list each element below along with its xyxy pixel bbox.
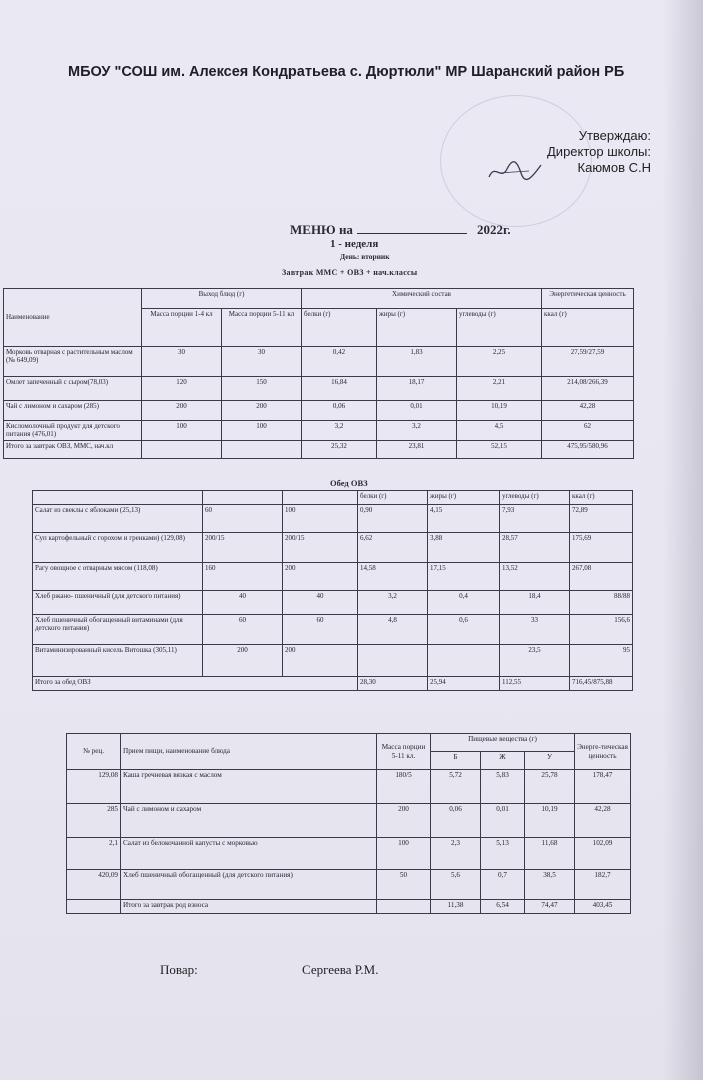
meal-label: Завтрак ММС + ОВЗ + нач.классы: [282, 268, 418, 277]
dish-name: Хлеб пшеничный обогащенный витаминами (для детского питания): [33, 615, 203, 645]
carb: 25,78: [525, 770, 575, 804]
mass: [377, 900, 431, 914]
fat: 0,01: [377, 401, 457, 421]
header-protein: белки (г): [358, 491, 428, 505]
carb: 74,47: [525, 900, 575, 914]
dish-name: Салат из свеклы с яблоками (25,13): [33, 505, 203, 533]
header-protein: белки (г): [302, 309, 377, 347]
table-row: [4, 377, 634, 401]
fat: 0,7: [481, 870, 525, 900]
carb: 33: [500, 615, 570, 645]
kcal: 95: [570, 645, 633, 677]
protein: 5,6: [431, 870, 481, 900]
header-name: Прием пищи, наименование блюда: [121, 734, 377, 770]
header-yield: Выход блюд (г): [142, 289, 302, 309]
total-label: Итого за завтрак ОВЗ, ММС, нач.кл: [4, 441, 142, 459]
table-row: [33, 615, 633, 645]
header-carb: углеводы (г): [457, 309, 542, 347]
table-row: [33, 591, 633, 615]
header-j: Ж: [481, 752, 525, 770]
kcal: 156,6: [570, 615, 633, 645]
protein: 2,3: [431, 838, 481, 870]
menu-title: [290, 222, 511, 238]
carb: 4,5: [457, 421, 542, 441]
carb: 38,5: [525, 870, 575, 900]
paid-breakfast-table: [66, 733, 631, 914]
protein: 4,8: [358, 615, 428, 645]
table-row: [4, 347, 634, 377]
kcal: 716,45/875,88: [570, 677, 633, 691]
carb: 13,52: [500, 563, 570, 591]
protein: 0,06: [431, 804, 481, 838]
mass: 50: [377, 870, 431, 900]
mass2: 150: [222, 377, 302, 401]
fat: 3,2: [377, 421, 457, 441]
protein: 3,2: [302, 421, 377, 441]
dish-name: Чай с лимоном и сахаром (285): [4, 401, 142, 421]
header-empty: [203, 491, 283, 505]
mass2: 30: [222, 347, 302, 377]
mass1: 60: [203, 505, 283, 533]
mass1: 200/15: [203, 533, 283, 563]
dish-name: Хлеб пшеничный обогащенный (для детского питания): [121, 870, 377, 900]
recipe-number: 285: [67, 804, 121, 838]
mass1: 200: [142, 401, 222, 421]
kcal: 42,28: [542, 401, 634, 421]
mass1: 60: [203, 615, 283, 645]
mass1: 30: [142, 347, 222, 377]
table-row: [67, 838, 631, 870]
fat: 4,15: [428, 505, 500, 533]
protein: 0,90: [358, 505, 428, 533]
protein: 28,30: [358, 677, 428, 691]
carb: 2,25: [457, 347, 542, 377]
table-row: [67, 804, 631, 838]
kcal: 403,45: [575, 900, 631, 914]
kcal: 175,69: [570, 533, 633, 563]
dish-name: Омлет запеченный с сыром(78,03): [4, 377, 142, 401]
kcal: 88/88: [570, 591, 633, 615]
carb: 112,55: [500, 677, 570, 691]
header-nutr: Пищевые вещества (г): [431, 734, 575, 752]
protein: 14,58: [358, 563, 428, 591]
kcal: 182,7: [575, 870, 631, 900]
header-energy: Энергетическая ценность: [542, 289, 634, 309]
dish-name: Каша гречневая вязкая с маслом: [121, 770, 377, 804]
header-b: Б: [431, 752, 481, 770]
table-row: [67, 770, 631, 804]
approve-line-3: Каюмов С.Н: [577, 160, 651, 175]
menu-label: МЕНЮ на: [290, 222, 353, 237]
mass1: 100: [142, 421, 222, 441]
carb: 10,19: [457, 401, 542, 421]
total-label: Итого за обед ОВЗ: [33, 677, 358, 691]
mass2: 60: [283, 615, 358, 645]
protein: [358, 645, 428, 677]
kcal: 267,08: [570, 563, 633, 591]
carb: 28,57: [500, 533, 570, 563]
dish-name: Салат из белокочанной капусты с морковью: [121, 838, 377, 870]
table-row: [67, 870, 631, 900]
mass2: 40: [283, 591, 358, 615]
kcal: 42,28: [575, 804, 631, 838]
table-row: [4, 421, 634, 441]
mass2: 200: [283, 563, 358, 591]
fat: 3,88: [428, 533, 500, 563]
kcal: 178,47: [575, 770, 631, 804]
mass: 100: [377, 838, 431, 870]
mass1: 160: [203, 563, 283, 591]
fat: 25,94: [428, 677, 500, 691]
recipe-number: 2,1: [67, 838, 121, 870]
carb: 23,5: [500, 645, 570, 677]
protein: 25,32: [302, 441, 377, 459]
dish-name: Морковь отварная с растительным маслом (№ 649,09): [4, 347, 142, 377]
mass2: [222, 441, 302, 459]
day-label: День: вторник: [340, 252, 390, 261]
header-empty: [283, 491, 358, 505]
protein: 5,72: [431, 770, 481, 804]
breakfast-table: [3, 288, 634, 459]
carb: 52,15: [457, 441, 542, 459]
recipe-number: [67, 900, 121, 914]
fat: 0,4: [428, 591, 500, 615]
mass2: 200: [222, 401, 302, 421]
header-rec: № рец.: [67, 734, 121, 770]
dish-name: Рагу овощное с отварным мясом (118,08): [33, 563, 203, 591]
cook-name: Сергеева Р.М.: [302, 962, 379, 977]
carb: 11,68: [525, 838, 575, 870]
header-mass1: Масса порции 1-4 кл: [142, 309, 222, 347]
protein: 0,06: [302, 401, 377, 421]
lunch-title: Обед ОВЗ: [330, 478, 368, 488]
school-name: МБОУ "СОШ им. Алексея Кондратьева с. Дюртюли" МР Шаранский район РБ: [68, 64, 625, 80]
table-row: [33, 645, 633, 677]
fat: 23,81: [377, 441, 457, 459]
protein: 3,2: [358, 591, 428, 615]
dish-name: Суп картофельный с горохом и гренками) (129,08): [33, 533, 203, 563]
protein: 11,38: [431, 900, 481, 914]
kcal: 27,59/27,59: [542, 347, 634, 377]
protein: 6,62: [358, 533, 428, 563]
dish-name: Чай с лимоном и сахаром: [121, 804, 377, 838]
fat: [428, 645, 500, 677]
header-chem: Химический состав: [302, 289, 542, 309]
total-label: Итого за завтрак род взноса: [121, 900, 377, 914]
kcal: 102,09: [575, 838, 631, 870]
dish-name: Хлеб ржано- пшеничный (для детского питания): [33, 591, 203, 615]
header-fat: жиры (г): [377, 309, 457, 347]
protein: 16,84: [302, 377, 377, 401]
mass1: 120: [142, 377, 222, 401]
fat: 0,6: [428, 615, 500, 645]
carb: 18,4: [500, 591, 570, 615]
approve-line-1: Утверждаю:: [578, 128, 651, 143]
mass2: 200/15: [283, 533, 358, 563]
recipe-number: 129,08: [67, 770, 121, 804]
header-fat: жиры (г): [428, 491, 500, 505]
fat: 1,83: [377, 347, 457, 377]
header-carb: углеводы (г): [500, 491, 570, 505]
page-edge-shadow: [663, 0, 703, 1080]
cook-label: Повар:: [160, 962, 198, 977]
mass1: 40: [203, 591, 283, 615]
table-row: [33, 505, 633, 533]
fat: 18,17: [377, 377, 457, 401]
fat: 6,54: [481, 900, 525, 914]
table-row: [33, 533, 633, 563]
menu-year: 2022г.: [476, 222, 511, 237]
header-kcal: ккал (г): [542, 309, 634, 347]
header-mass2: Масса порции 5-11 кл: [222, 309, 302, 347]
lunch-table: [32, 490, 633, 691]
mass2: 100: [222, 421, 302, 441]
table-row: [33, 563, 633, 591]
mass1: [142, 441, 222, 459]
fat: 17,15: [428, 563, 500, 591]
carb: 7,93: [500, 505, 570, 533]
approve-line-2: Директор школы:: [547, 144, 651, 159]
dish-name: Витаминизированный кисель Витошка (305,11): [33, 645, 203, 677]
table-row-total: [67, 900, 631, 914]
fat: 0,01: [481, 804, 525, 838]
table-row: [4, 401, 634, 421]
fat: 5,83: [481, 770, 525, 804]
mass1: 200: [203, 645, 283, 677]
carb: 2,21: [457, 377, 542, 401]
dish-name: Кисломолочный продукт для детского питания (476,01): [4, 421, 142, 441]
mass: 200: [377, 804, 431, 838]
header-u: У: [525, 752, 575, 770]
kcal: 62: [542, 421, 634, 441]
table-row-total: [33, 677, 633, 691]
kcal: 72,89: [570, 505, 633, 533]
header-energy: Энерге-тическая ценность: [575, 734, 631, 770]
mass: 180/5: [377, 770, 431, 804]
date-blank-line: [357, 233, 467, 234]
week-label: 1 - неделя: [330, 238, 379, 250]
recipe-number: 420,09: [67, 870, 121, 900]
kcal: 475,95/580,96: [542, 441, 634, 459]
mass2: 100: [283, 505, 358, 533]
carb: 10,19: [525, 804, 575, 838]
header-empty: [33, 491, 203, 505]
mass2: 200: [283, 645, 358, 677]
kcal: 214,08/266,39: [542, 377, 634, 401]
protein: 0,42: [302, 347, 377, 377]
header-name: Наименование: [4, 289, 142, 347]
header-mass: Масса порции 5-11 кл.: [377, 734, 431, 770]
table-row-total: [4, 441, 634, 459]
header-kcal: ккал (г): [570, 491, 633, 505]
fat: 5,13: [481, 838, 525, 870]
